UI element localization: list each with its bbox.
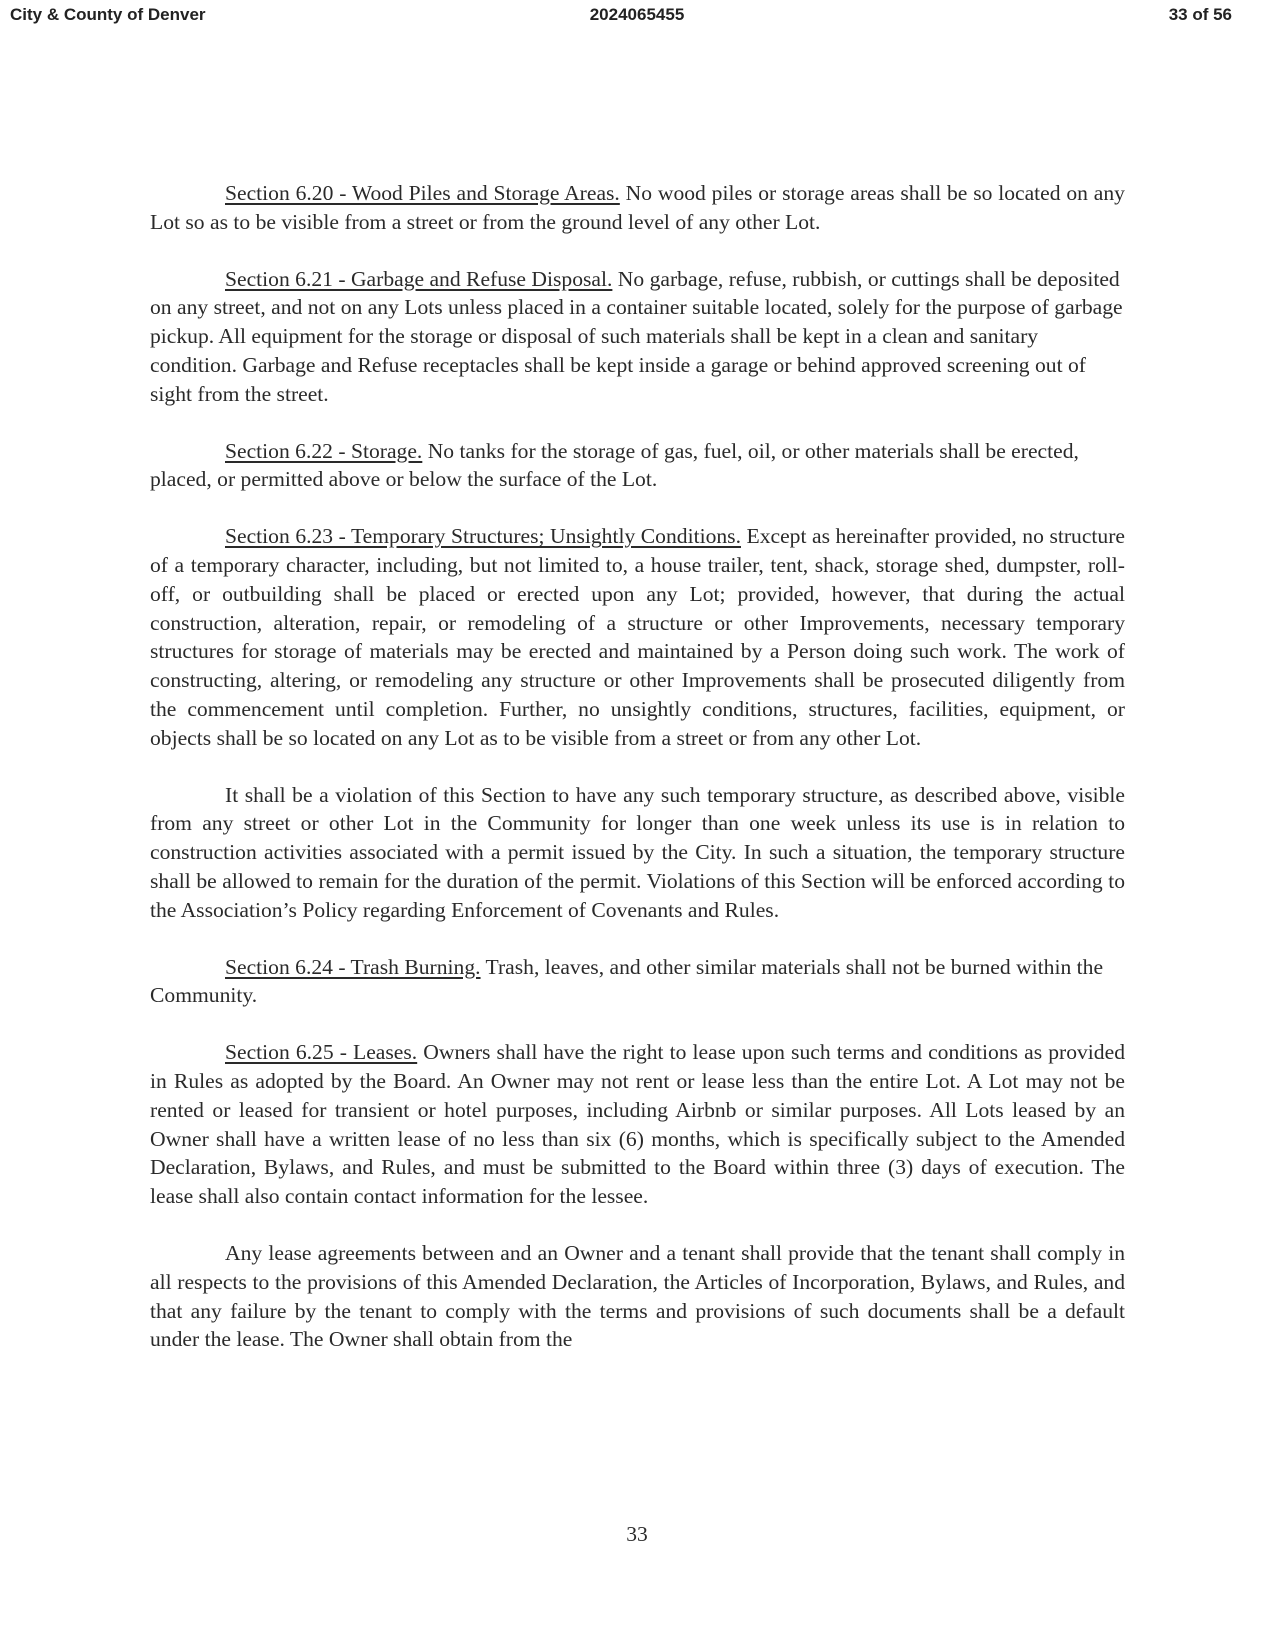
section-text: It shall be a violation of this Section to have any such temporary structure, as described above, visible from any street or other Lot in the Community for longer than one week unless its use is in relation to construction activities associated with a permit issued by the City. In such a situation, the temporary structure shall be allowed to remain for the duration of the permit. Violations of this Section will be enforced according to the Association’s Policy regarding Enforcement of Covenants and Rules. bbox=[150, 782, 1125, 922]
header-reception-number: 2024065455 bbox=[589, 5, 685, 24]
section-6-25-continued bbox=[150, 1239, 1125, 1354]
page-number: 33 bbox=[626, 1522, 648, 1546]
section-text: Trash, leaves, and other similar materials shall not be burned within the Community. bbox=[150, 954, 1104, 1008]
section-6-24 bbox=[150, 953, 1125, 1011]
section-heading: Section 6.21 - Garbage and Refuse Disposal. bbox=[225, 266, 613, 291]
section-text: Except as hereinafter provided, no structure of a temporary character, including, but not limited to, a house trailer, tent, shack, storage shed, dumpster, roll-off, or outbuilding shall be placed or erected upon any Lot; provided, however, that during the actual construction, alteration, repair, or remodeling of a structure or other Improvements, necessary temporary structures for storage of materials may be erected and maintained by a Person doing such work. The work of constructing, altering, or remodeling any structure or other Improvements shall be prosecuted diligently from the commencement until completion. Further, no unsightly conditions, structures, facilities, equipment, or objects shall be so located on any Lot as to be visible from a street or from any other Lot. bbox=[150, 524, 1125, 750]
section-text: Any lease agreements between and an Owner and a tenant shall provide that the tenant shall comply in all respects to the provisions of this Amended Declaration, the Articles of Incorporation, Bylaws, and Rules, and that any failure by the tenant to comply with the terms and provisions of such documents shall be a default under the lease. The Owner shall obtain from the bbox=[150, 1240, 1125, 1352]
section-6-21 bbox=[150, 265, 1125, 409]
section-heading: Section 6.23 - Temporary Structures; Unsightly Conditions. bbox=[225, 524, 741, 549]
document-body bbox=[150, 179, 1125, 1382]
section-text: No tanks for the storage of gas, fuel, oil, or other materials shall be erected, placed, or permitted above or below the surface of the Lot. bbox=[150, 438, 1079, 492]
section-text: Owners shall have the right to lease upon such terms and conditions as provided in Rules as adopted by the Board. An Owner may not rent or lease less than the entire Lot. A Lot may not be rented or leased for transient or hotel purposes, including Airbnb or similar purposes. All Lots leased by an Owner shall have a written lease of no less than six (6) months, which is specifically subject to the Amended Declaration, Bylaws, and Rules, and must be submitted to the Board within three (3) days of execution. The lease shall also contain contact information for the lessee. bbox=[150, 1040, 1125, 1209]
section-heading: Section 6.25 - Leases. bbox=[225, 1040, 418, 1065]
section-text: No garbage, refuse, rubbish, or cuttings shall be deposited on any street, and not on any Lots unless placed in a container suitable located, solely for the purpose of garbage pickup. All equipment for the storage or disposal of such materials shall be kept in a clean and sanitary condition. Garbage and Refuse receptacles shall be kept inside a garage or behind approved screening out of sight from the street. bbox=[150, 266, 1123, 406]
section-heading: Section 6.22 - Storage. bbox=[225, 438, 423, 463]
section-6-25 bbox=[150, 1038, 1125, 1211]
header-jurisdiction: City & County of Denver bbox=[10, 5, 206, 24]
header-page-count: 33 of 56 bbox=[1168, 5, 1232, 24]
section-heading: Section 6.24 - Trash Burning. bbox=[225, 954, 481, 979]
section-6-23-continued bbox=[150, 781, 1125, 925]
section-6-23 bbox=[150, 522, 1125, 752]
page-header bbox=[0, 0, 1275, 30]
section-heading: Section 6.20 - Wood Piles and Storage Areas. bbox=[225, 181, 620, 205]
section-text: No wood piles or storage areas shall be so located on any Lot so as to be visible from a street or from the ground level of any other Lot. bbox=[150, 181, 1125, 234]
section-6-20 bbox=[150, 179, 1125, 237]
section-6-22 bbox=[150, 437, 1125, 495]
